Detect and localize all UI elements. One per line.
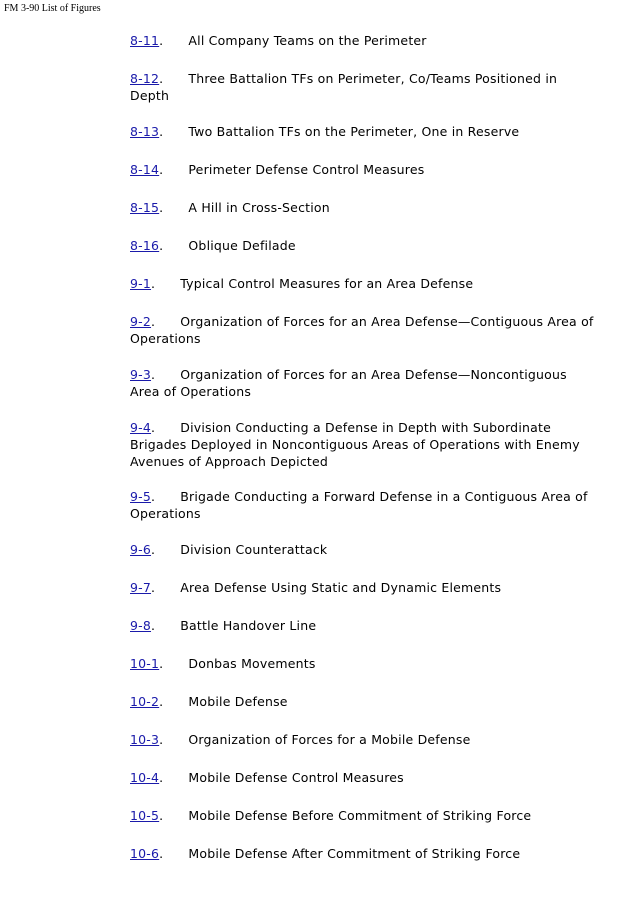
figure-title: Mobile Defense After Commitment of Striking Force <box>188 846 521 861</box>
separator: . <box>159 808 189 823</box>
figure-entry <box>130 199 600 216</box>
figure-title: A Hill in Cross-Section <box>188 200 330 215</box>
separator: . <box>151 367 181 382</box>
figure-link[interactable]: 8-12 <box>130 71 160 86</box>
figure-title: Area Defense Using Static and Dynamic Elements <box>180 580 502 595</box>
figure-title: Organization of Forces for an Area Defense—Noncontiguous Area of Operations <box>130 367 567 399</box>
figure-title: Mobile Defense <box>188 694 288 709</box>
separator: . <box>159 732 189 747</box>
figure-title: Three Battalion TFs on Perimeter, Co/Teams Positioned in Depth <box>130 71 558 103</box>
separator: . <box>159 200 189 215</box>
separator: . <box>159 33 189 48</box>
figure-entry <box>130 488 600 522</box>
figure-entry <box>130 275 600 292</box>
figure-entry <box>130 419 600 470</box>
separator: . <box>151 314 181 329</box>
figure-entry <box>130 237 600 254</box>
figure-title: Donbas Movements <box>188 656 316 671</box>
figure-title: Perimeter Defense Control Measures <box>188 162 425 177</box>
figure-link[interactable]: 9-7 <box>130 580 152 595</box>
figure-link[interactable]: 9-3 <box>130 367 152 382</box>
figure-title: Organization of Forces for an Area Defense—Contiguous Area of Operations <box>130 314 594 346</box>
figure-entry <box>130 366 600 400</box>
figure-link[interactable]: 8-14 <box>130 162 160 177</box>
figure-title: Oblique Defilade <box>188 238 296 253</box>
separator: . <box>159 162 189 177</box>
figure-title: Brigade Conducting a Forward Defense in a Contiguous Area of Operations <box>130 489 588 521</box>
separator: . <box>151 580 181 595</box>
figure-title: Division Counterattack <box>180 542 328 557</box>
figure-link[interactable]: 9-4 <box>130 420 152 435</box>
separator: . <box>151 276 181 291</box>
figure-link[interactable]: 10-5 <box>130 808 160 823</box>
separator: . <box>159 71 189 86</box>
figure-entry <box>130 769 600 786</box>
figure-entry <box>130 845 600 862</box>
figure-title: Typical Control Measures for an Area Defense <box>180 276 474 291</box>
figure-link[interactable]: 10-3 <box>130 732 160 747</box>
figure-entry <box>130 731 600 748</box>
figure-link[interactable]: 9-5 <box>130 489 152 504</box>
separator: . <box>159 770 189 785</box>
separator: . <box>151 618 181 633</box>
figure-entry <box>130 32 600 49</box>
figure-link[interactable]: 9-6 <box>130 542 152 557</box>
figure-link[interactable]: 10-1 <box>130 656 160 671</box>
figure-link[interactable]: 10-4 <box>130 770 160 785</box>
figure-link[interactable]: 9-1 <box>130 276 152 291</box>
figure-entry <box>130 579 600 596</box>
figure-entry <box>130 541 600 558</box>
figure-title: Two Battalion TFs on the Perimeter, One in Reserve <box>188 124 520 139</box>
figure-entry <box>130 161 600 178</box>
figure-entry <box>130 807 600 824</box>
figure-link[interactable]: 8-13 <box>130 124 160 139</box>
separator: . <box>159 694 189 709</box>
figure-title: Battle Handover Line <box>180 618 317 633</box>
figure-link[interactable]: 8-11 <box>130 33 160 48</box>
figure-link[interactable]: 9-8 <box>130 618 152 633</box>
separator: . <box>159 656 189 671</box>
figure-entry <box>130 70 600 104</box>
separator: . <box>151 542 181 557</box>
separator: . <box>151 420 181 435</box>
separator: . <box>151 489 181 504</box>
figure-entry <box>130 655 600 672</box>
figure-title: Mobile Defense Before Commitment of Striking Force <box>188 808 532 823</box>
figure-title: Division Conducting a Defense in Depth with Subordinate Brigades Deployed in Noncontiguous Areas of Operations with Enemy Avenues of Approach Depicted <box>130 420 580 469</box>
figure-title: Mobile Defense Control Measures <box>188 770 404 785</box>
separator: . <box>159 124 189 139</box>
figure-link[interactable]: 9-2 <box>130 314 152 329</box>
separator: . <box>159 846 189 861</box>
figure-link[interactable]: 10-2 <box>130 694 160 709</box>
figure-entry <box>130 617 600 634</box>
figure-title: All Company Teams on the Perimeter <box>188 33 427 48</box>
figure-title: Organization of Forces for a Mobile Defense <box>188 732 471 747</box>
figure-link[interactable]: 8-16 <box>130 238 160 253</box>
figure-link[interactable]: 8-15 <box>130 200 160 215</box>
figure-entry <box>130 123 600 140</box>
figure-entry <box>130 693 600 710</box>
figure-entry <box>130 313 600 347</box>
separator: . <box>159 238 189 253</box>
figure-link[interactable]: 10-6 <box>130 846 160 861</box>
page-header: FM 3-90 List of Figures <box>4 3 101 14</box>
